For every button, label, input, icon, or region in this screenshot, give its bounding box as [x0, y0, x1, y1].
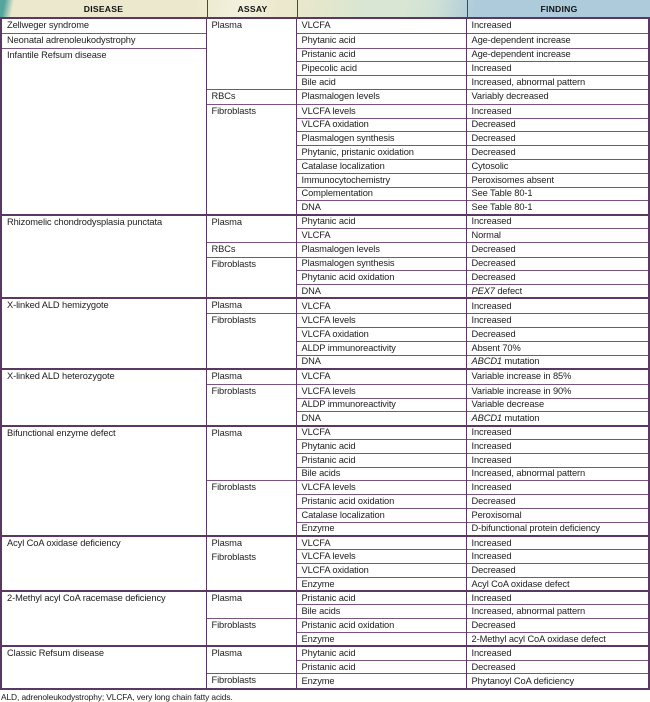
finding-cell: Decreased — [466, 271, 649, 285]
test-cell: Enzyme — [296, 633, 466, 647]
finding-cell: Decreased — [466, 132, 649, 146]
finding-cell: Increased, abnormal pattern — [466, 605, 649, 619]
test-cell: DNA — [296, 355, 466, 369]
assay-cell: Fibroblasts — [206, 314, 296, 369]
finding-cell: Variable increase in 85% — [466, 369, 649, 384]
table-row — [1, 18, 649, 33]
assay-cell: Fibroblasts — [206, 481, 296, 536]
finding-cell: Peroxisomes absent — [466, 173, 649, 187]
test-cell: VLCFA levels — [296, 314, 466, 328]
table-row — [1, 646, 649, 660]
disease-cell: Infantile Refsum disease — [1, 48, 206, 215]
column-header-test — [297, 0, 467, 17]
test-cell: DNA — [296, 412, 466, 426]
finding-cell: Increased — [466, 646, 649, 660]
finding-cell: Decreased — [466, 619, 649, 633]
test-cell: Bile acid — [296, 76, 466, 90]
finding-cell: Decreased — [466, 242, 649, 257]
finding-cell: Increased — [466, 62, 649, 76]
finding-cell: Decreased — [466, 328, 649, 342]
test-cell: Phytanic, pristanic oxidation — [296, 146, 466, 160]
disease-cell: 2-Methyl acyl CoA racemase deficiency — [1, 591, 206, 646]
test-cell: Pristanic acid oxidation — [296, 619, 466, 633]
column-header-assay: ASSAY — [207, 0, 297, 17]
finding-cell: Absent 70% — [466, 341, 649, 355]
test-cell: ALDP immunoreactivity — [296, 398, 466, 412]
assay-cell: Fibroblasts — [206, 384, 296, 425]
finding-cell: Increased — [466, 439, 649, 453]
test-cell: Immunocytochemistry — [296, 173, 466, 187]
test-cell: Catalase localization — [296, 159, 466, 173]
disease-cell: Acyl CoA oxidase deficiency — [1, 536, 206, 591]
finding-cell: Increased — [466, 481, 649, 495]
test-cell: Plasmalogen levels — [296, 89, 466, 104]
assay-cell: Fibroblasts — [206, 674, 296, 689]
finding-cell: Increased, abnormal pattern — [466, 467, 649, 481]
finding-cell: Decreased — [466, 257, 649, 271]
column-header-finding: FINDING — [467, 0, 650, 17]
finding-cell: See Table 80-1 — [466, 187, 649, 201]
table-header-row — [0, 0, 650, 17]
disease-cell: Classic Refsum disease — [1, 646, 206, 689]
test-cell: Plasmalogen synthesis — [296, 257, 466, 271]
finding-cell: Increased, abnormal pattern — [466, 76, 649, 90]
test-cell: Enzyme — [296, 522, 466, 536]
test-cell: Pristanic acid — [296, 48, 466, 62]
finding-cell: Increased — [466, 536, 649, 550]
finding-cell: See Table 80-1 — [466, 201, 649, 215]
finding-cell: Decreased — [466, 660, 649, 674]
test-cell: Bile acids — [296, 467, 466, 481]
test-cell: Bile acids — [296, 605, 466, 619]
finding-cell: Increased — [466, 453, 649, 467]
finding-cell: Increased — [466, 550, 649, 564]
test-cell: Complementation — [296, 187, 466, 201]
finding-cell: Age-dependent increase — [466, 33, 649, 48]
test-cell: VLCFA oxidation — [296, 118, 466, 132]
assay-cell: Plasma — [206, 646, 296, 674]
test-cell: VLCFA levels — [296, 550, 466, 564]
test-cell: VLCFA oxidation — [296, 564, 466, 578]
test-cell: Pristanic acid — [296, 660, 466, 674]
test-cell: ALDP immunoreactivity — [296, 341, 466, 355]
finding-cell: Variable increase in 90% — [466, 384, 649, 398]
table-body — [1, 18, 649, 689]
test-cell: Pristanic acid — [296, 591, 466, 605]
test-cell: VLCFA — [296, 369, 466, 384]
table-row — [1, 536, 649, 550]
finding-cell: Increased — [466, 298, 649, 313]
finding-cell: Variably decreased — [466, 89, 649, 104]
finding-cell: Acyl CoA oxidase defect — [466, 577, 649, 591]
finding-cell: Peroxisomal — [466, 508, 649, 522]
test-cell: Enzyme — [296, 577, 466, 591]
disease-cell: X-linked ALD heterozygote — [1, 369, 206, 426]
disease-cell: Bifunctional enzyme defect — [1, 426, 206, 536]
table-row — [1, 298, 649, 313]
finding-cell: Phytanoyl CoA deficiency — [466, 674, 649, 689]
finding-cell: ABCD1 mutation — [466, 412, 649, 426]
table-row — [1, 48, 649, 62]
test-cell: VLCFA — [296, 228, 466, 242]
assay-cell: Fibroblasts — [206, 257, 296, 298]
assay-cell: Plasma — [206, 298, 296, 313]
finding-cell: Increased — [466, 18, 649, 33]
test-cell: VLCFA — [296, 298, 466, 313]
assay-cell: Plasma Fibroblasts — [206, 536, 296, 591]
disease-cell: Zellweger syndrome — [1, 18, 206, 33]
test-cell: Pipecolic acid — [296, 62, 466, 76]
finding-cell: Variable decrease — [466, 398, 649, 412]
assay-cell: Plasma — [206, 215, 296, 243]
test-cell: VLCFA oxidation — [296, 328, 466, 342]
finding-cell: ABCD1 mutation — [466, 355, 649, 369]
finding-cell: Increased — [466, 104, 649, 118]
test-cell: Plasmalogen levels — [296, 242, 466, 257]
test-cell: VLCFA levels — [296, 104, 466, 118]
assay-cell: Plasma — [206, 426, 296, 481]
table-row — [1, 369, 649, 384]
test-cell: Plasmalogen synthesis — [296, 132, 466, 146]
test-cell: VLCFA — [296, 18, 466, 33]
assay-cell: Fibroblasts — [206, 104, 296, 214]
finding-cell: Cytosolic — [466, 159, 649, 173]
finding-cell: Age-dependent increase — [466, 48, 649, 62]
table-footnote: ALD, adrenoleukodystrophy; VLCFA, very long chain fatty acids. — [1, 692, 233, 702]
data-table — [0, 17, 650, 690]
disease-cell: Neonatal adrenoleukodystrophy — [1, 33, 206, 48]
test-cell: Phytanic acid — [296, 215, 466, 229]
disease-cell: Rhizomelic chondrodysplasia punctata — [1, 215, 206, 299]
assay-cell: RBCs — [206, 242, 296, 257]
assay-cell: Fibroblasts — [206, 619, 296, 647]
finding-cell: PEX7 defect — [466, 285, 649, 299]
finding-cell: Increased — [466, 215, 649, 229]
test-cell: VLCFA levels — [296, 481, 466, 495]
finding-cell: D-bifunctional protein deficiency — [466, 522, 649, 536]
test-cell: Phytanic acid — [296, 33, 466, 48]
test-cell: Catalase localization — [296, 508, 466, 522]
disease-cell: X-linked ALD hemizygote — [1, 298, 206, 368]
finding-cell: Increased — [466, 314, 649, 328]
test-cell: DNA — [296, 201, 466, 215]
finding-cell: Decreased — [466, 495, 649, 509]
test-cell: Pristanic acid — [296, 453, 466, 467]
test-cell: Phytanic acid — [296, 646, 466, 660]
assay-cell: RBCs — [206, 89, 296, 104]
table-row — [1, 426, 649, 440]
assay-cell: Plasma — [206, 369, 296, 384]
column-header-disease: DISEASE — [83, 3, 124, 14]
assay-cell: Plasma — [206, 591, 296, 619]
test-cell: Enzyme — [296, 674, 466, 689]
test-cell: DNA — [296, 285, 466, 299]
finding-cell: Decreased — [466, 564, 649, 578]
finding-cell: Decreased — [466, 118, 649, 132]
table-row — [1, 33, 649, 48]
test-cell: VLCFA — [296, 426, 466, 440]
table-row — [1, 591, 649, 605]
table-row — [1, 215, 649, 229]
finding-cell: Decreased — [466, 146, 649, 160]
test-cell: Pristanic acid oxidation — [296, 495, 466, 509]
finding-cell: Increased — [466, 591, 649, 605]
test-cell: VLCFA — [296, 536, 466, 550]
test-cell: VLCFA levels — [296, 384, 466, 398]
assay-cell: Plasma — [206, 18, 296, 89]
test-cell: Phytanic acid — [296, 439, 466, 453]
finding-cell: 2-Methyl acyl CoA oxidase defect — [466, 633, 649, 647]
finding-cell: Increased — [466, 426, 649, 440]
finding-cell: Normal — [466, 228, 649, 242]
test-cell: Phytanic acid oxidation — [296, 271, 466, 285]
